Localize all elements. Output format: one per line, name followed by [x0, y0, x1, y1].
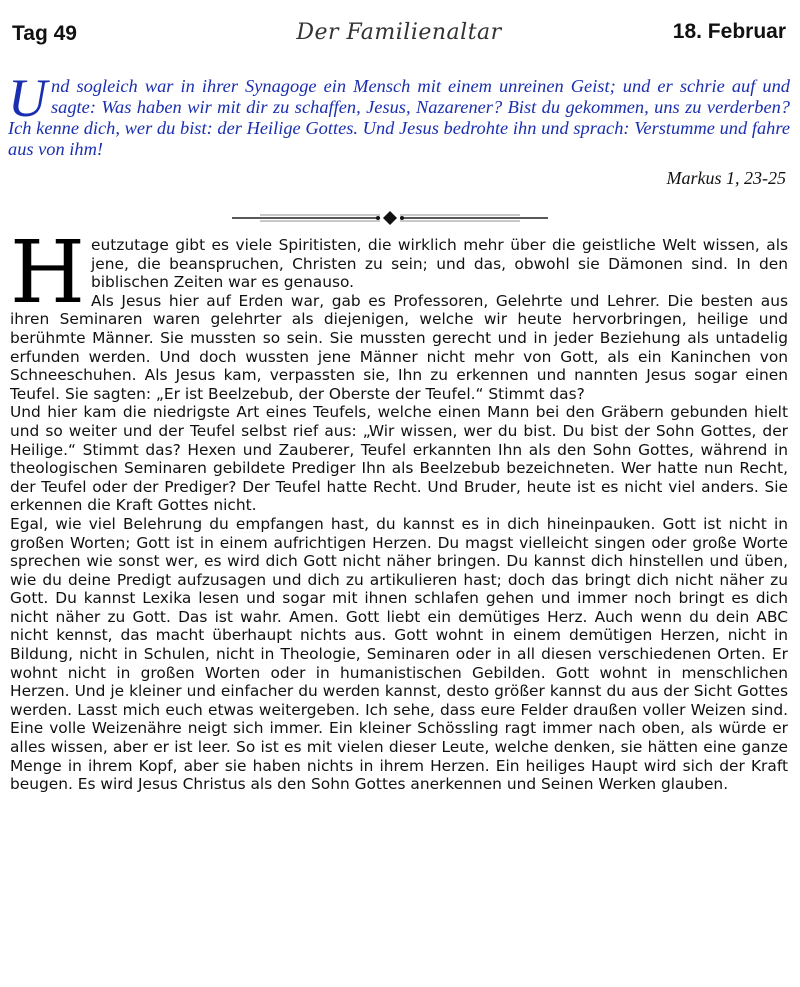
body-text — [10, 223, 788, 794]
body-drop-cap: H — [10, 223, 85, 323]
paragraph — [10, 223, 788, 323]
page-header — [12, 18, 786, 50]
day-number: Tag 49 — [12, 22, 77, 45]
devotional-body — [10, 223, 788, 794]
paragraph: Als Jesus hier auf Erden war, gab es Professoren, Gelehrte und Lehrer. Die besten aus ihren Seminaren waren gelehrter als diejenigen, welche wir heute hervorbringen, heilige und berühmte Männer. Sie mussten so sein. Sie mussten gerecht und in jeder Beziehung als untadelig erfunden werden. Und doch wussten jene Männer nicht mehr von Gott, als ein Kaninchen von Schneeschuhen. Als Jesus kam, verpassten sie, Ihn zu erkennen und nannten Jesus sogar einen Teufel. Sie sagten: „Er ist Beelzebub, der Oberste der Teufel.“ Stimmt das? — [10, 291, 788, 403]
paragraph-text: eutzutage gibt es viele Spiritisten, die wirklich mehr über die geistliche Welt wissen, als jene, die beanspruchen, Christen zu sein; und das, obwohl sie Dämonen sind. In den biblischen Zeiten war es genauso. — [91, 236, 788, 292]
book-title: Der Familienaltar — [296, 20, 502, 45]
verse-text: nd sogleich war in ihrer Synagoge ein Mensch mit einem unreinen Geist; und er schrie auf und sagte: Was haben wir mit dir zu schaffen, Jesus, Nazarener? Bist du gekommen, uns zu verderben? Ich kenne dich, wer du bist: der Heilige Gottes. Und Jesus bedrohte ihn und sprach: Verstumme und fahre aus von ihm! — [8, 76, 790, 159]
ornament-divider — [230, 208, 550, 228]
scripture-verse — [8, 68, 790, 160]
paragraph: Egal, wie viel Belehrung du empfangen hast, du kannst es in dich hineinpauken. Gott ist nicht in großen Worten; Gott ist in einem aufrichtigen Herzen. Du magst vielleicht singen oder große Worte sprechen wie sonst wer, es wird dich Gott nicht näher bringen. Du kannst dich hinstellen und üben, wie du deine Predigt aufzusagen und dich zu artikulieren hast; doch das bringt dich nicht näher zu Gott. Du kannst Lexika lesen und sogar mit ihnen schlafen gehen und immer noch bringt es dich nicht näher zu Gott. Das ist wahr. Amen. Gott liebt ein demütiges Herz. Auch wenn du dein ABC nicht kennst, das macht überhaupt nichts aus. Gott wohnt in einem demütigen Herzen, nicht in Bildung, nicht in Schulen, nicht in Theologie, Seminaren oder in all diesen verschiedenen Orten. Er wohnt nicht in großen Worten oder in humanistischen Gebilden. Gott wohnt in menschlichen Herzen. Und je kleiner und einfacher du werden kannst, desto größer kannst du aus der Sicht Gottes werden. Lasst mich euch etwas weitergeben. Ich sehe, dass eure Felder draußen voller Weizen sind. Eine volle Weizenähre neigt sich immer. Ein kleiner Schössling ragt immer nach oben, als würde er alles wissen, aber er ist leer. So ist es mit vielen dieser Leute, welche denken, sie hätten eine ganze Menge in ihrem Kopf, aber sie haben nichts in ihrem Herzen. Ein heiliges Haupt wird sich der Kraft beugen. Es wird Jesus Christus als den Sohn Gottes anerkennen und Seinen Werken glauben. — [10, 514, 788, 794]
verse-text-block — [8, 68, 790, 160]
verse-reference: Markus 1, 23-25 — [666, 168, 786, 188]
page-date: 18. Februar — [672, 20, 786, 43]
paragraph: Und hier kam die niedrigste Art eines Teufels, welche einen Mann bei den Gräbern gebunden hielt und so weiter und der Teufel selbst rief aus: „Wir wissen, wer du bist. Du bist der Sohn Gottes, der Heilige.“ Stimmt das? Hexen und Zauberer, Teufel erkannten Ihn als den Sohn Gottes, während in theologischen Seminaren gebildete Prediger Ihn als Beelzebub bezeichneten. Wer hatte nun Recht, der Teufel oder der Prediger? Der Teufel hatte Recht. Und Bruder, heute ist es nicht viel anders. Sie erkennen die Kraft Gottes nicht. — [10, 403, 788, 515]
verse-drop-cap: U — [8, 68, 47, 128]
